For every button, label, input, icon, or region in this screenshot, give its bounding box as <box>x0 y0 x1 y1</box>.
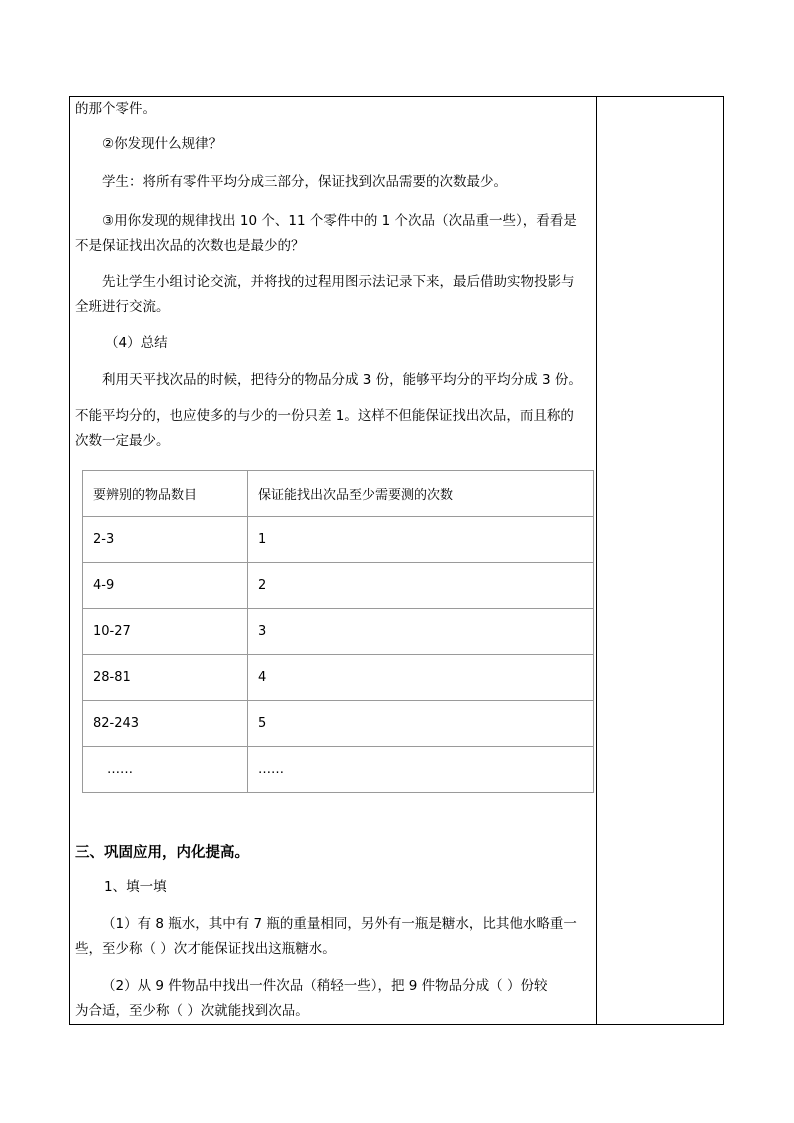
practice-item-1-line2: 些，至少称（ ）次才能保证找出这瓶糖水。 <box>75 941 336 957</box>
paragraph-summary-line2: 不能平均分的，也应使多的与少的一份只差 1。这样不但能保证找出次品，而且称的 <box>75 408 574 424</box>
practice-item-2-line2: 为合适，至少称（ ）次就能找到次品。 <box>75 1003 309 1019</box>
table-row <box>83 563 594 609</box>
paragraph-summary-title: （4）总结 <box>105 335 168 351</box>
paragraph-question-2: ②你发现什么规律？ <box>102 136 223 152</box>
section-heading: 三、巩固应用，内化提高。 <box>75 845 249 861</box>
paragraph-question-3-line2: 不是保证找出次品的次数也是最少的？ <box>75 238 305 254</box>
table-header-cell: 保证能找出次品至少需要测的次数 <box>248 471 594 517</box>
table-header-row <box>83 471 594 517</box>
paragraph-continuation: 的那个零件。 <box>75 101 156 117</box>
table-cell: 10-27 <box>83 609 248 655</box>
table-cell: 3 <box>248 609 594 655</box>
table-row <box>83 701 594 747</box>
table-row <box>83 655 594 701</box>
paragraph-student-answer: 学生：将所有零件平均分成三部分，保证找到次品需要的次数最少。 <box>102 174 507 190</box>
table-cell: 1 <box>248 517 594 563</box>
table-cell: 2 <box>248 563 594 609</box>
table-row <box>83 609 594 655</box>
table-cell: 28-81 <box>83 655 248 701</box>
practice-item-title: 1、填一填 <box>104 879 167 895</box>
table-row <box>83 747 594 793</box>
practice-item-2-line1: （2）从 9 件物品中找出一件次品（稍轻一些），把 9 件物品分成（ ）份较 <box>102 978 548 994</box>
table-cell: …… <box>248 747 594 793</box>
paragraph-summary-line1: 利用天平找次品的时候，把待分的物品分成 3 份，能够平均分的平均分成 3 份。 <box>102 372 582 388</box>
table-cell: 4 <box>248 655 594 701</box>
table-cell: 2-3 <box>83 517 248 563</box>
paragraph-summary-line3: 次数一定最少。 <box>75 433 170 449</box>
table-cell: 4-9 <box>83 563 248 609</box>
paragraph-discussion-line2: 全班进行交流。 <box>75 299 170 315</box>
table-header-cell: 要辨别的物品数目 <box>83 471 248 517</box>
paragraph-discussion-line1: 先让学生小组讨论交流，并将找的过程用图示法记录下来，最后借助实物投影与 <box>102 274 575 290</box>
paragraph-question-3-line1: ③用你发现的规律找出 10 个、11 个零件中的 1 个次品（次品重一些），看看是 <box>102 213 577 229</box>
practice-item-1-line1: （1）有 8 瓶水，其中有 7 瓶的重量相同，另外有一瓶是糖水，比其他水略重一 <box>102 916 577 932</box>
table-cell: 82-243 <box>83 701 248 747</box>
table-cell: …… <box>83 747 248 793</box>
table-cell: 5 <box>248 701 594 747</box>
defective-item-table <box>82 470 594 793</box>
table-row <box>83 517 594 563</box>
